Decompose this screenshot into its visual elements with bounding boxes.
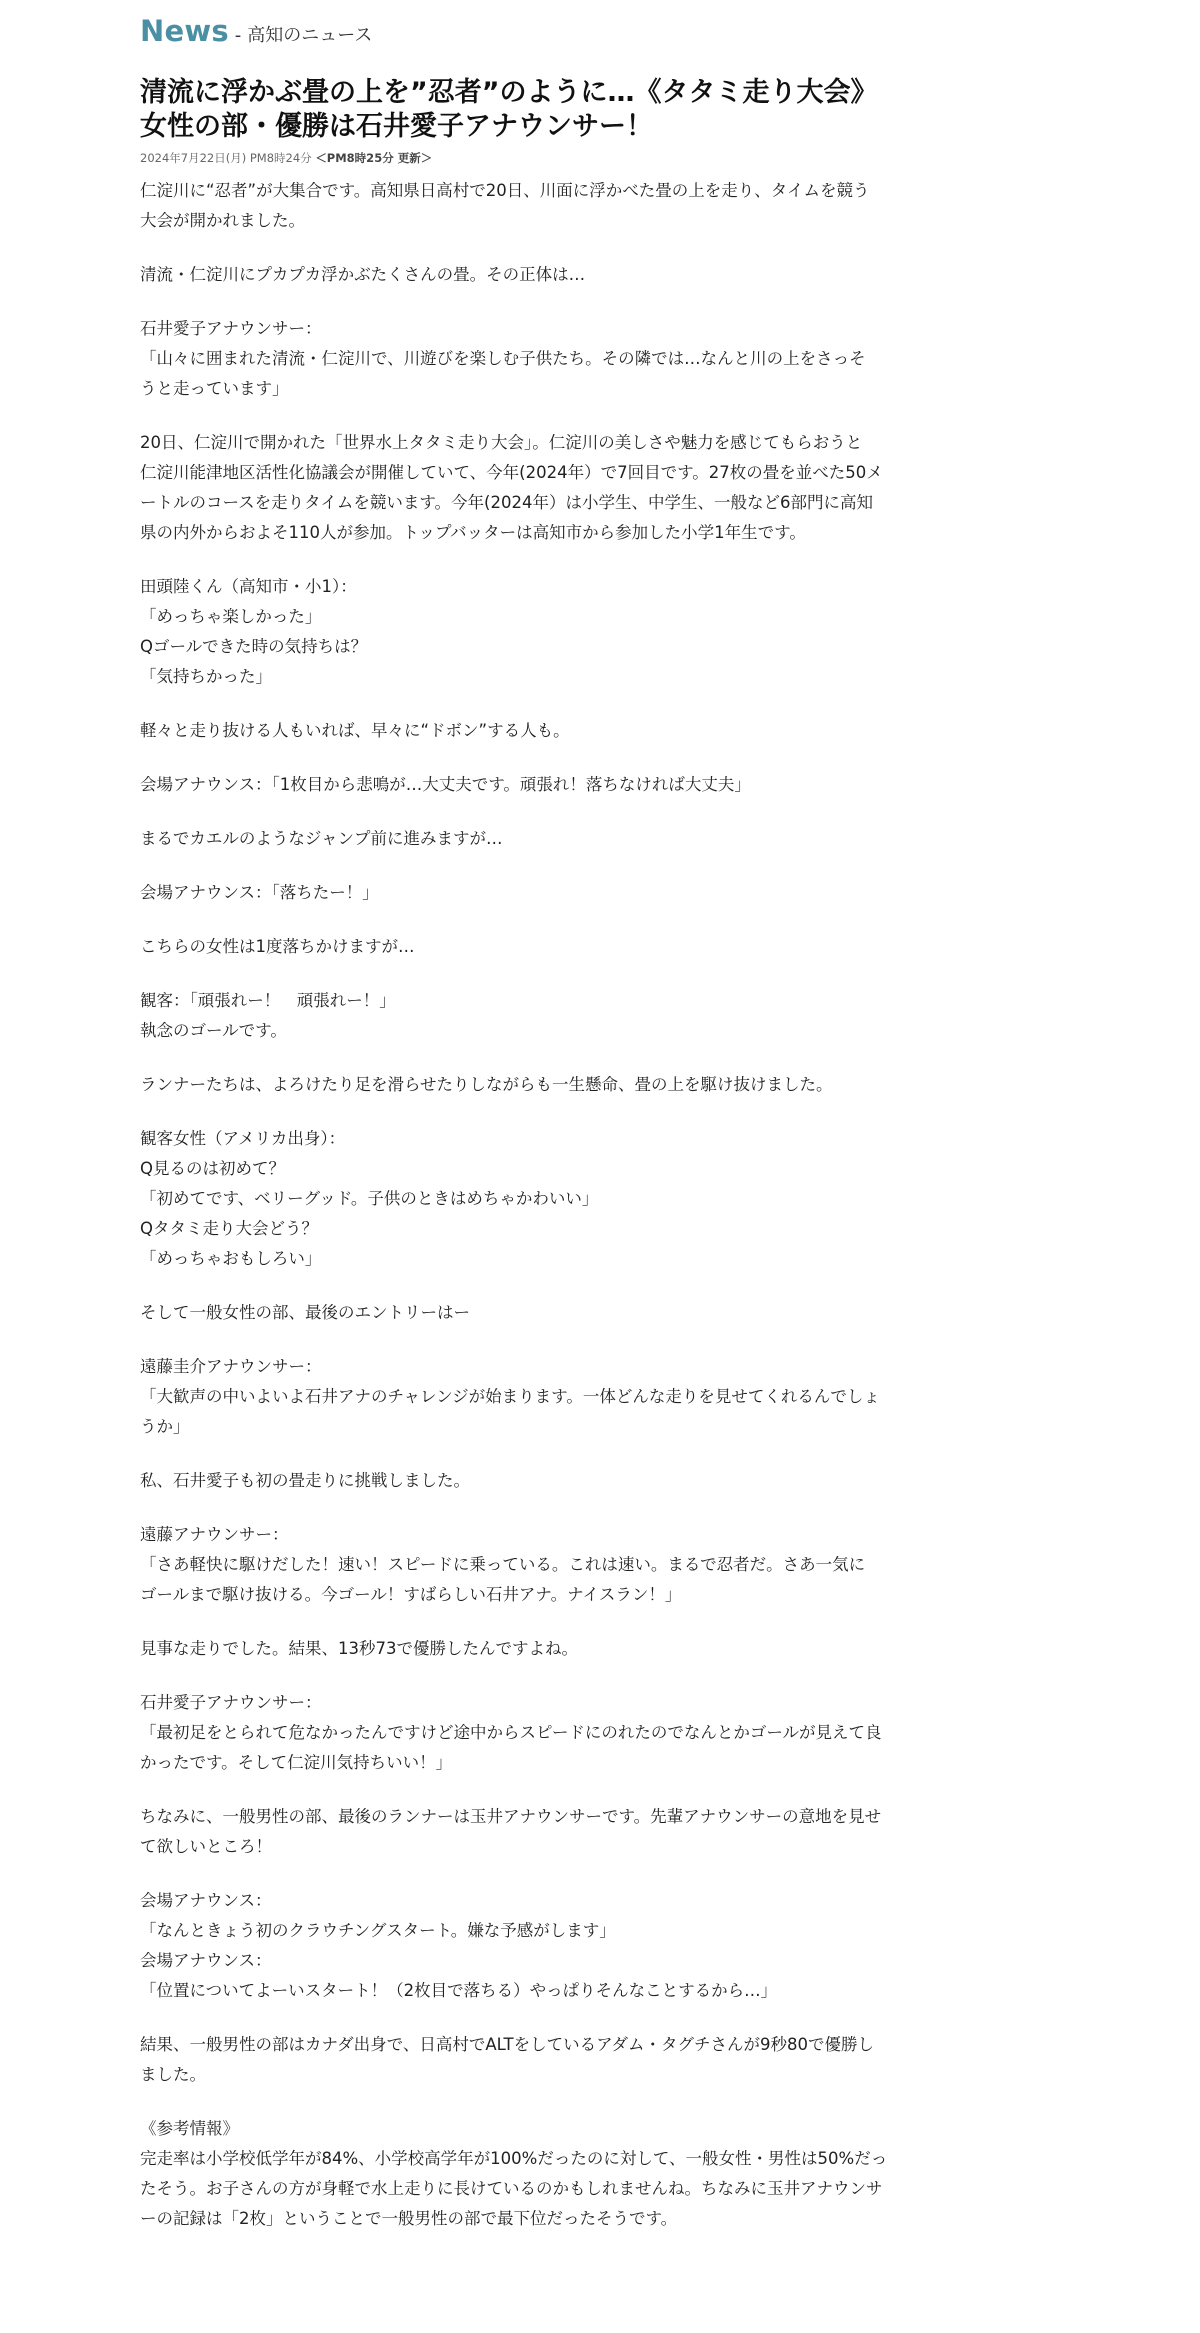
article-paragraph bbox=[140, 1070, 952, 1100]
paragraph-line: 《参考情報》 bbox=[140, 2119, 239, 2138]
paragraph-line: 会場アナウンス： bbox=[140, 1951, 272, 1970]
paragraph-line: ートルのコースを走りタイムを競います。今年(2024年）は小学生、中学生、一般など6部門に高知 bbox=[140, 493, 873, 512]
paragraph-line: 「さあ軽快に駆けだした！速い！スピードに乗っている。これは速い。まるで忍者だ。さあ一気に bbox=[140, 1555, 866, 1574]
paragraph-line: ちなみに、一般男性の部、最後のランナーは玉井アナウンサーです。先輩アナウンサーの意地を見せ bbox=[140, 1807, 882, 1826]
article-paragraph bbox=[140, 1352, 952, 1442]
paragraph-line: 執念のゴールです。 bbox=[140, 1021, 287, 1040]
paragraph-line: 「山々に囲まれた清流・仁淀川で、川遊びを楽しむ子供たち。その隣では…なんと川の上をさっそ bbox=[140, 349, 866, 368]
article-paragraph bbox=[140, 824, 952, 854]
article-paragraph bbox=[140, 878, 952, 908]
paragraph-line: 遠藤圭介アナウンサー： bbox=[140, 1357, 322, 1376]
paragraph-line: 仁淀川に“忍者”が大集合です。高知県日高村で20日、川面に浮かべた畳の上を走り、タイムを競う bbox=[140, 181, 870, 200]
paragraph-line: 私、石井愛子も初の畳走りに挑戦しました。 bbox=[140, 1471, 470, 1490]
article-paragraph bbox=[140, 176, 952, 236]
paragraph-line: 石井愛子アナウンサー： bbox=[140, 1693, 322, 1712]
article-title-line: 女性の部・優勝は石井愛子アナウンサー！ bbox=[140, 111, 653, 142]
paragraph-line: ました。 bbox=[140, 2065, 206, 2084]
paragraph-line: 「大歓声の中いよいよ石井アナのチャレンジが始まります。一体どんな走りを見せてくれるんでしょ bbox=[140, 1387, 880, 1406]
paragraph-line: 20日、仁淀川で開かれた「世界水上タタミ走り大会」。仁淀川の美しさや魅力を感じてもらおうと bbox=[140, 433, 863, 452]
article-paragraph bbox=[140, 1124, 952, 1274]
paragraph-line: 結果、一般男性の部はカナダ出身で、日高村でALTをしているアダム・タグチさんが9秒80で優勝し bbox=[140, 2035, 874, 2054]
paragraph-line: 観客：「頑張れー！ 頑張れー！」 bbox=[140, 991, 396, 1010]
updated-timestamp: ＜PM8時25分 更新＞ bbox=[315, 151, 433, 165]
article-paragraph bbox=[140, 1688, 952, 1778]
paragraph-line: 県の内外からおよそ110人が参加。トップバッターは高知市から参加した小学1年生です。 bbox=[140, 523, 806, 542]
section-separator: - bbox=[234, 25, 242, 46]
article-paragraph bbox=[140, 986, 952, 1046]
paragraph-line: 大会が開かれました。 bbox=[140, 211, 305, 230]
article-title bbox=[140, 76, 952, 144]
paragraph-line: 見事な走りでした。結果、13秒73で優勝したんですよね。 bbox=[140, 1639, 578, 1658]
article-paragraph bbox=[140, 716, 952, 746]
paragraph-line: Qゴールできた時の気持ちは？ bbox=[140, 637, 368, 656]
published-timestamp: 2024年7月22日(月) PM8時24分 bbox=[140, 151, 312, 165]
paragraph-line: 「なんときょう初のクラウチングスタート。嫌な予感がします」 bbox=[140, 1921, 616, 1940]
paragraph-line: そして一般女性の部、最後のエントリーはー bbox=[140, 1303, 470, 1322]
article-paragraph bbox=[140, 770, 952, 800]
section-name[interactable]: News bbox=[140, 14, 229, 48]
paragraph-line: 石井愛子アナウンサー： bbox=[140, 319, 322, 338]
section-subtitle: 高知のニュース bbox=[247, 25, 373, 46]
paragraph-line: 仁淀川能津地区活性化協議会が開催していて、今年(2024年）で7回目です。27枚の畳を並べた50メ bbox=[140, 463, 883, 482]
article-body bbox=[140, 176, 952, 2234]
paragraph-line: 軽々と走り抜ける人もいれば、早々に“ドボン”する人も。 bbox=[140, 721, 570, 740]
article-paragraph bbox=[140, 428, 952, 548]
paragraph-line: かったです。そして仁淀川気持ちいい！」 bbox=[140, 1753, 453, 1772]
paragraph-line: 会場アナウンス：「落ちたー！」 bbox=[140, 883, 379, 902]
paragraph-line: 清流・仁淀川にプカプカ浮かぶたくさんの畳。その正体は… bbox=[140, 265, 586, 284]
paragraph-line: こちらの女性は1度落ちかけますが… bbox=[140, 937, 415, 956]
article-paragraph bbox=[140, 1886, 952, 2006]
paragraph-line: ーの記録は「2枚」ということで一般男性の部で最下位だったそうです。 bbox=[140, 2209, 678, 2228]
paragraph-line: ゴールまで駆け抜ける。今ゴール！すばらしい石井アナ。ナイスラン！」 bbox=[140, 1585, 682, 1604]
paragraph-line: ランナーたちは、よろけたり足を滑らせたりしながらも一生懸命、畳の上を駆け抜けました。 bbox=[140, 1075, 833, 1094]
paragraph-line: 「気持ちかった」 bbox=[140, 667, 272, 686]
section-header bbox=[140, 14, 952, 54]
paragraph-line: うか」 bbox=[140, 1417, 190, 1436]
article-column bbox=[140, 14, 952, 2258]
article-paragraph bbox=[140, 1802, 952, 1862]
paragraph-line: 会場アナウンス：「1枚目から悲鳴が…大丈夫です。頑張れ！落ちなければ大丈夫」 bbox=[140, 775, 751, 794]
paragraph-line: 完走率は小学校低学年が84%、小学校高学年が100%だったのに対して、一般女性・男性は50%だっ bbox=[140, 2149, 888, 2168]
article-paragraph bbox=[140, 1466, 952, 1496]
paragraph-line: 遠藤アナウンサー： bbox=[140, 1525, 289, 1544]
paragraph-line: て欲しいところ！ bbox=[140, 1837, 272, 1856]
article-paragraph bbox=[140, 1634, 952, 1664]
article-paragraph bbox=[140, 1520, 952, 1610]
article-title-line: 清流に浮かぶ畳の上を”忍者”のように…《タタミ走り大会》 bbox=[140, 77, 878, 108]
article-paragraph bbox=[140, 932, 952, 962]
paragraph-line: Q見るのは初めて？ bbox=[140, 1159, 285, 1178]
article-paragraph bbox=[140, 260, 952, 290]
paragraph-line: 会場アナウンス： bbox=[140, 1891, 272, 1910]
paragraph-line: 「めっちゃおもしろい」 bbox=[140, 1249, 322, 1268]
paragraph-line: たそう。お子さんの方が身軽で水上走りに長けているのかもしれませんね。ちなみに玉井アナウンサ bbox=[140, 2179, 883, 2198]
paragraph-line: 「初めてです、ベリーグッド。子供のときはめちゃかわいい」 bbox=[140, 1189, 599, 1208]
paragraph-line: 「位置についてよーいスタート！（2枚目で落ちる）やっぱりそんなことするから…」 bbox=[140, 1981, 778, 2000]
article-paragraph bbox=[140, 1298, 952, 1328]
article-paragraph bbox=[140, 2114, 952, 2234]
article-paragraph bbox=[140, 572, 952, 692]
paragraph-line: まるでカエルのようなジャンプ前に進みますが… bbox=[140, 829, 503, 848]
article-paragraph bbox=[140, 314, 952, 404]
paragraph-line: 「最初足をとられて危なかったんですけど途中からスピードにのれたのでなんとかゴールが見えて良 bbox=[140, 1723, 882, 1742]
paragraph-line: 田頭陸くん（高知市・小1）： bbox=[140, 577, 357, 596]
paragraph-line: 観客女性（アメリカ出身）： bbox=[140, 1129, 346, 1148]
article-meta bbox=[140, 148, 952, 168]
paragraph-line: うと走っています」 bbox=[140, 379, 289, 398]
paragraph-line: 「めっちゃ楽しかった」 bbox=[140, 607, 322, 626]
paragraph-line: Qタタミ走り大会どう？ bbox=[140, 1219, 318, 1238]
article-paragraph bbox=[140, 2030, 952, 2090]
